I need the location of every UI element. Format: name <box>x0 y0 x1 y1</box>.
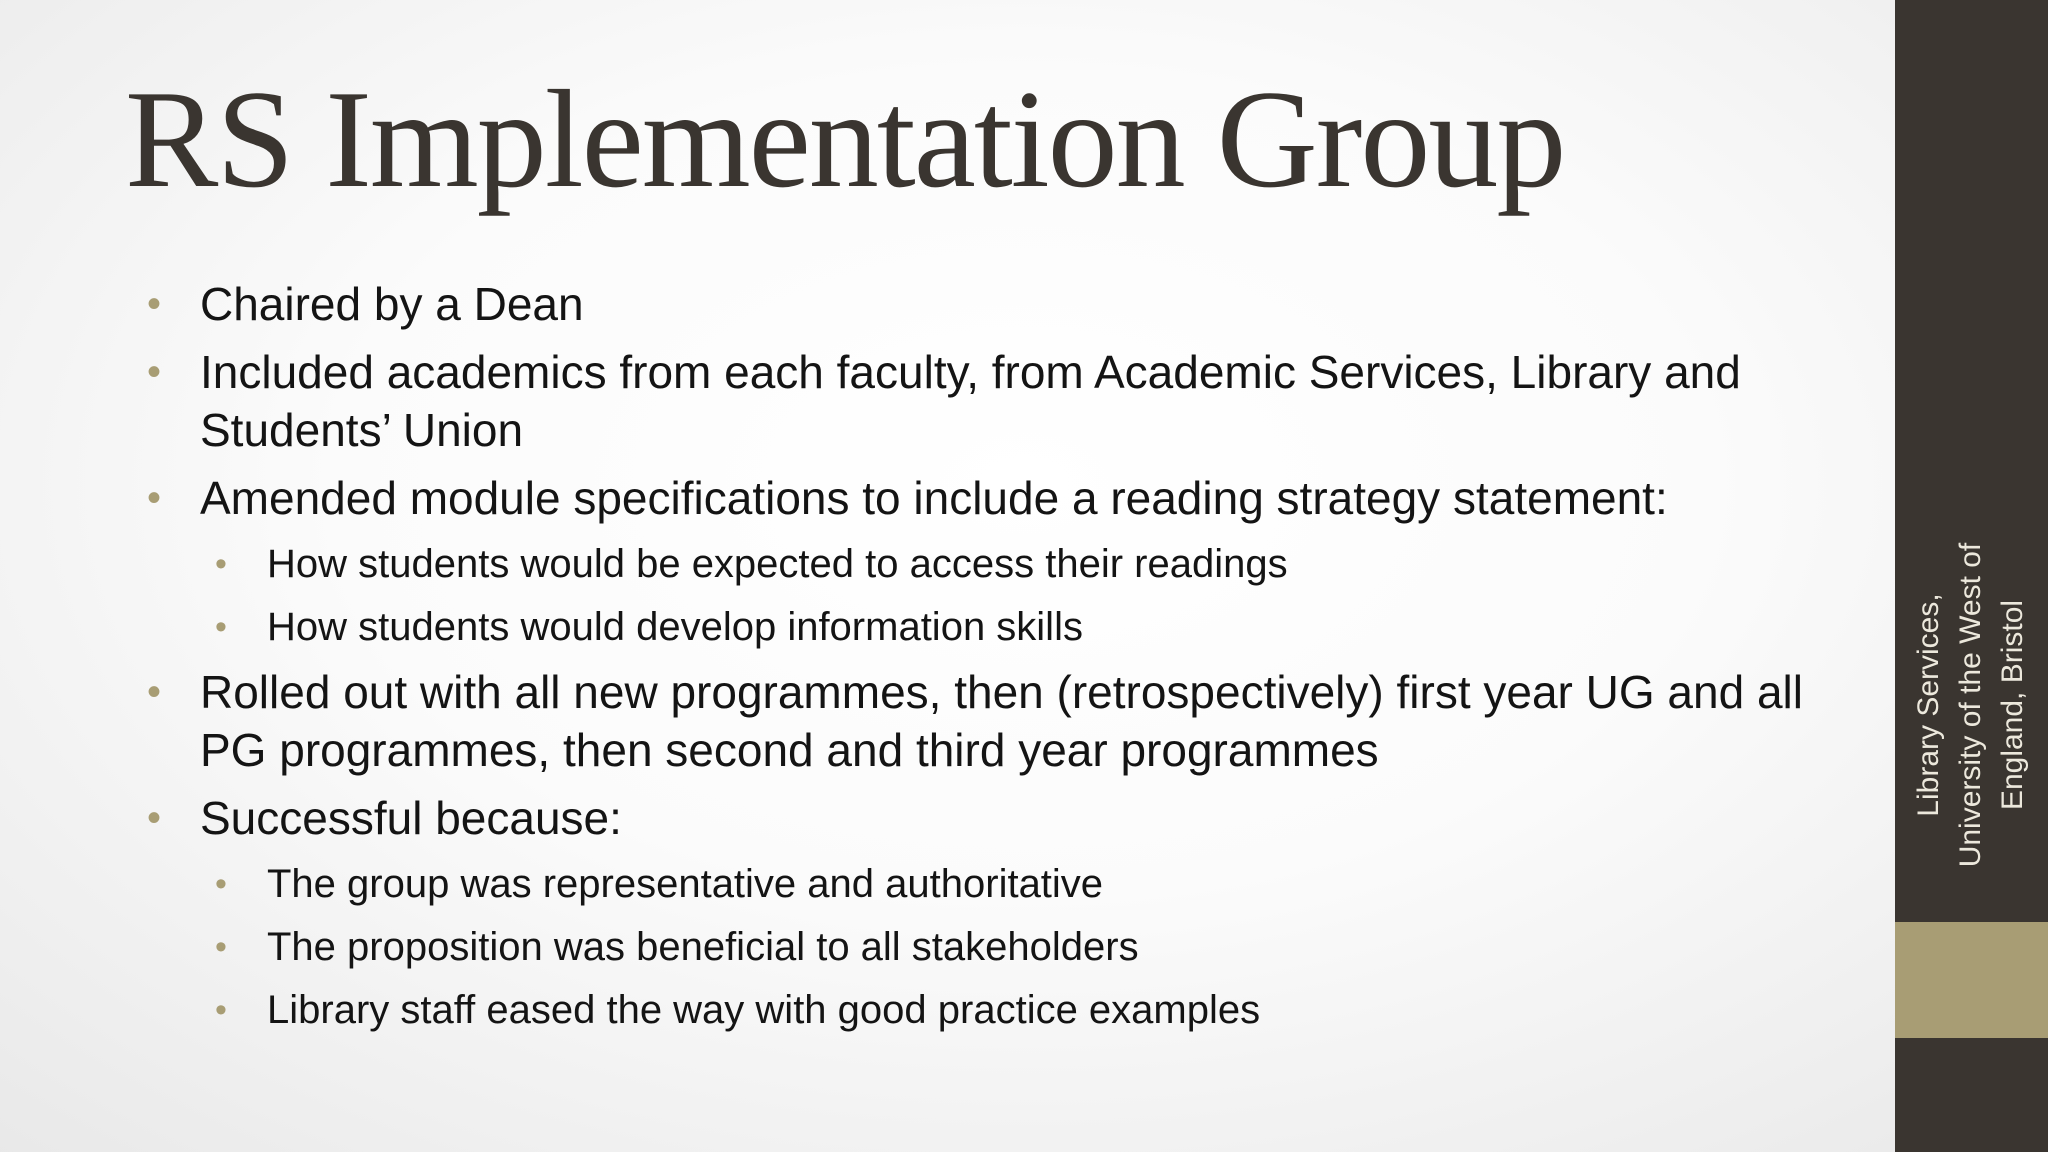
bullet-text: Chaired by a Dean <box>200 278 584 330</box>
sub-bullet-item <box>145 537 1805 591</box>
sub-bullet-text: How students would be expected to access their readings <box>267 542 1288 586</box>
sidebar-line: England, Bristol <box>1996 599 2029 811</box>
slide-title: RS Implementation Group <box>125 62 1565 217</box>
sub-bullet-icon: • <box>215 991 227 1029</box>
sub-bullet-text: How students would develop information skills <box>267 605 1083 649</box>
sub-bullet-item <box>145 920 1805 974</box>
bullet-list <box>145 275 1805 1046</box>
sub-bullet-text: The group was representative and authoritative <box>267 862 1104 906</box>
bullet-icon: • <box>147 350 162 394</box>
bullet-icon: • <box>147 282 162 326</box>
bullet-item <box>145 275 1805 333</box>
bullet-icon: • <box>147 476 162 520</box>
sub-bullet-text: The proposition was beneficial to all stakeholders <box>267 925 1139 969</box>
bullet-text: Successful because: <box>200 792 622 844</box>
sub-bullet-icon: • <box>215 928 227 966</box>
bullet-item <box>145 469 1805 527</box>
bullet-item <box>145 343 1805 459</box>
sub-bullet-icon: • <box>215 608 227 646</box>
bullet-item <box>145 789 1805 847</box>
sub-bullet-item <box>145 983 1805 1037</box>
bullet-item <box>145 663 1805 779</box>
bullet-icon: • <box>147 670 162 714</box>
sidebar-line: Library Services, <box>1912 593 1945 817</box>
sub-bullet-icon: • <box>215 865 227 903</box>
bullet-text: Rolled out with all new programmes, then (retrospectively) first year UG and all PG programmes, then second and third year programmes <box>200 666 1803 776</box>
sub-bullet-text: Library staff eased the way with good practice examples <box>267 988 1261 1032</box>
sidebar-accent-bar <box>1895 922 2048 1038</box>
sidebar-caption <box>1908 455 2034 955</box>
sub-bullet-item <box>145 857 1805 911</box>
bullet-text: Included academics from each faculty, from Academic Services, Library and Students’ Union <box>200 346 1741 456</box>
sidebar-line: University of the West of <box>1954 542 1987 868</box>
sub-bullet-item <box>145 600 1805 654</box>
sub-bullet-icon: • <box>215 545 227 583</box>
bullet-text: Amended module specifications to include a reading strategy statement: <box>200 472 1668 524</box>
bullet-icon: • <box>147 796 162 840</box>
sidebar <box>1895 0 2048 1152</box>
